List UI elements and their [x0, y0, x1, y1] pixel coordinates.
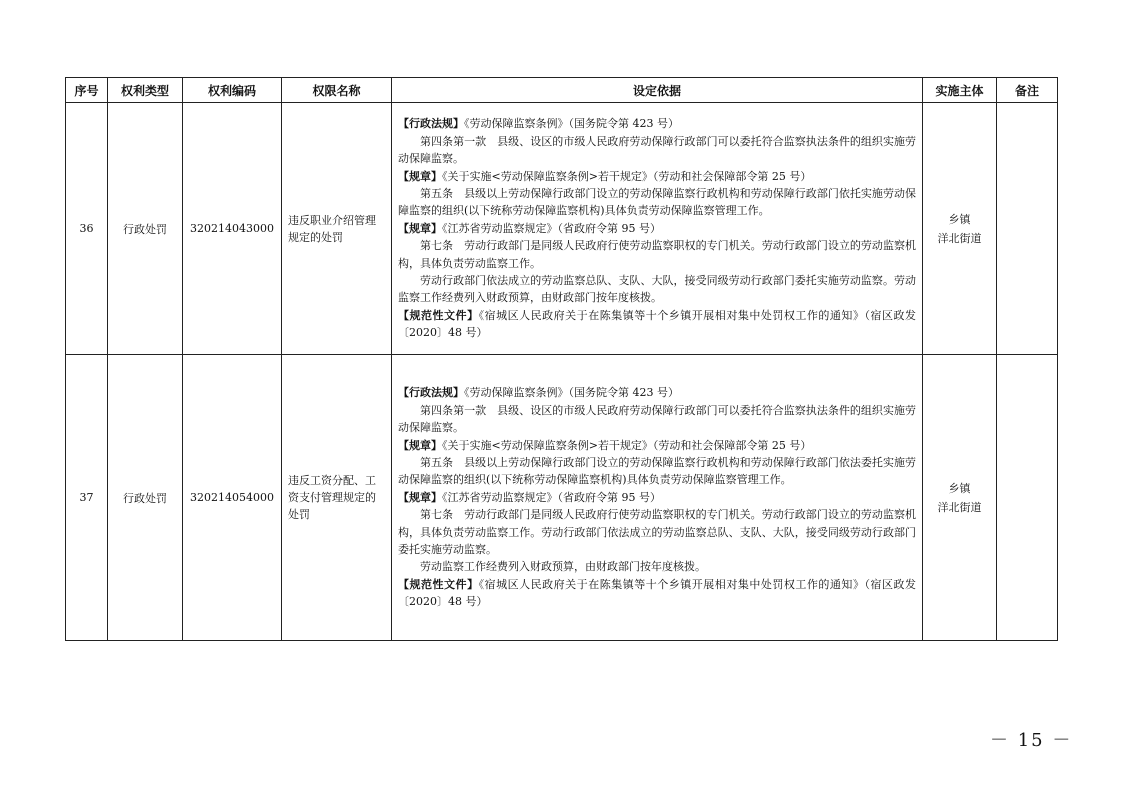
basis-line [398, 437, 916, 454]
basis-line [398, 489, 916, 506]
basis-text: 劳动行政部门依法成立的劳动监察总队、支队、大队，接受同级劳动行政部门委托实施劳动监察。劳动监察工作经费列入财政预算，由财政部门按年度核拨。 [398, 274, 916, 305]
header-no: 序号 [66, 78, 108, 103]
row-note [997, 355, 1058, 641]
basis-text: 第七条 劳动行政部门是同级人民政府行使劳动监察职权的专门机关。劳动行政部门设立的劳动监察机构，具体负责劳动监察工作。 [398, 239, 916, 270]
basis-text: 《劳动保障监察条例》（国务院令第 423 号） [464, 386, 679, 400]
basis-line [398, 402, 916, 437]
basis-text: 第五条 县级以上劳动保障行政部门设立的劳动保障监察行政机构和劳动保障行政部门依法委托实施劳动保障监察的组织(以下统称劳动保障监察机构)具体负责劳动保障监察管理工作。 [398, 455, 916, 487]
basis-line [398, 133, 916, 168]
basis-tag: 【规章】 [398, 169, 442, 183]
row-no: 36 [66, 103, 108, 355]
basis-line [398, 307, 916, 342]
row-code: 320214054000 [183, 355, 282, 641]
power-list-table [65, 77, 1058, 641]
row-type: 行政处罚 [108, 355, 183, 641]
basis-tag: 【行政法规】 [398, 117, 464, 131]
row-no: 37 [66, 355, 108, 641]
row-type: 行政处罚 [108, 103, 183, 355]
basis-text: 第四条第一款 县级、设区的市级人民政府劳动保障行政部门可以委托符合监察执法条件的组织实施劳动保障监察。 [398, 134, 916, 166]
header-code: 权利编码 [183, 78, 282, 103]
row-name: 违反职业介绍管理规定的处罚 [282, 103, 392, 355]
basis-line [398, 168, 916, 185]
basis-line [398, 272, 916, 307]
basis-line [398, 185, 916, 220]
basis-tag: 【行政法规】 [398, 386, 464, 400]
subject-line: 洋北街道 [937, 231, 982, 245]
subject-line: 乡镇 [948, 212, 971, 226]
header-subject: 实施主体 [923, 78, 997, 103]
basis-text: 《关于实施<劳动保障监察条例>若干规定》（劳动和社会保障部令第 25 号） [442, 438, 812, 452]
row-subject [923, 355, 997, 641]
row-note [997, 103, 1058, 355]
basis-text: 第四条第一款 县级、设区的市级人民政府劳动保障行政部门可以委托符合监察执法条件的组织实施劳动保障监察。 [398, 403, 916, 435]
basis-line [398, 115, 916, 132]
basis-text: 《江苏省劳动监察规定》（省政府令第 95 号） [442, 221, 661, 235]
table-row [66, 355, 1058, 641]
basis-line [398, 384, 916, 401]
basis-text: 《宿城区人民政府关于在陈集镇等十个乡镇开展相对集中处罚权工作的通知》（宿区政发〔2020〕48 号） [398, 308, 916, 340]
table-row [66, 103, 1058, 355]
basis-tag: 【规章】 [398, 438, 442, 452]
basis-text: 《宿城区人民政府关于在陈集镇等十个乡镇开展相对集中处罚权工作的通知》（宿区政发〔2020〕48 号） [398, 577, 916, 609]
basis-text: 《关于实施<劳动保障监察条例>若干规定》（劳动和社会保障部令第 25 号） [442, 169, 812, 183]
basis-line [398, 220, 916, 237]
basis-line [398, 506, 916, 558]
basis-line [398, 576, 916, 611]
basis-line [398, 237, 916, 272]
header-basis: 设定依据 [392, 78, 923, 103]
basis-text: 第七条 劳动行政部门是同级人民政府行使劳动监察职权的专门机关。劳动行政部门设立的劳动监察机构，具体负责劳动监察工作。劳动行政部门依法成立的劳动监察总队、支队、大队，接受同级劳动行政部门委托实施劳动监察。 [398, 508, 916, 557]
header-type: 权利类型 [108, 78, 183, 103]
basis-text: 《劳动保障监察条例》（国务院令第 423 号） [464, 117, 679, 131]
page-number: － 15 － [990, 730, 1073, 751]
subject-line: 乡镇 [948, 481, 971, 495]
basis-text: 劳动监察工作经费列入财政预算，由财政部门按年度核拨。 [420, 560, 706, 574]
basis-text: 第五条 县级以上劳动保障行政部门设立的劳动保障监察行政机构和劳动保障行政部门依托实施劳动保障监察的组织(以下统称劳动保障监察机构)具体负责劳动保障监察管理工作。 [398, 186, 916, 218]
header-name: 权限名称 [282, 78, 392, 103]
row-name: 违反工资分配、工资支付管理规定的处罚 [282, 355, 392, 641]
basis-tag: 【规章】 [398, 490, 442, 504]
row-code: 320214043000 [183, 103, 282, 355]
basis-tag: 【规范性文件】 [398, 308, 479, 322]
basis-tag: 【规章】 [398, 221, 442, 235]
basis-tag: 【规范性文件】 [398, 577, 479, 591]
table-header-row [66, 78, 1058, 103]
basis-line [398, 558, 916, 575]
basis-line [398, 454, 916, 489]
subject-line: 洋北街道 [937, 500, 982, 514]
row-basis [392, 355, 923, 641]
header-note: 备注 [997, 78, 1058, 103]
row-basis [392, 103, 923, 355]
row-subject [923, 103, 997, 355]
basis-text: 《江苏省劳动监察规定》（省政府令第 95 号） [442, 490, 661, 504]
